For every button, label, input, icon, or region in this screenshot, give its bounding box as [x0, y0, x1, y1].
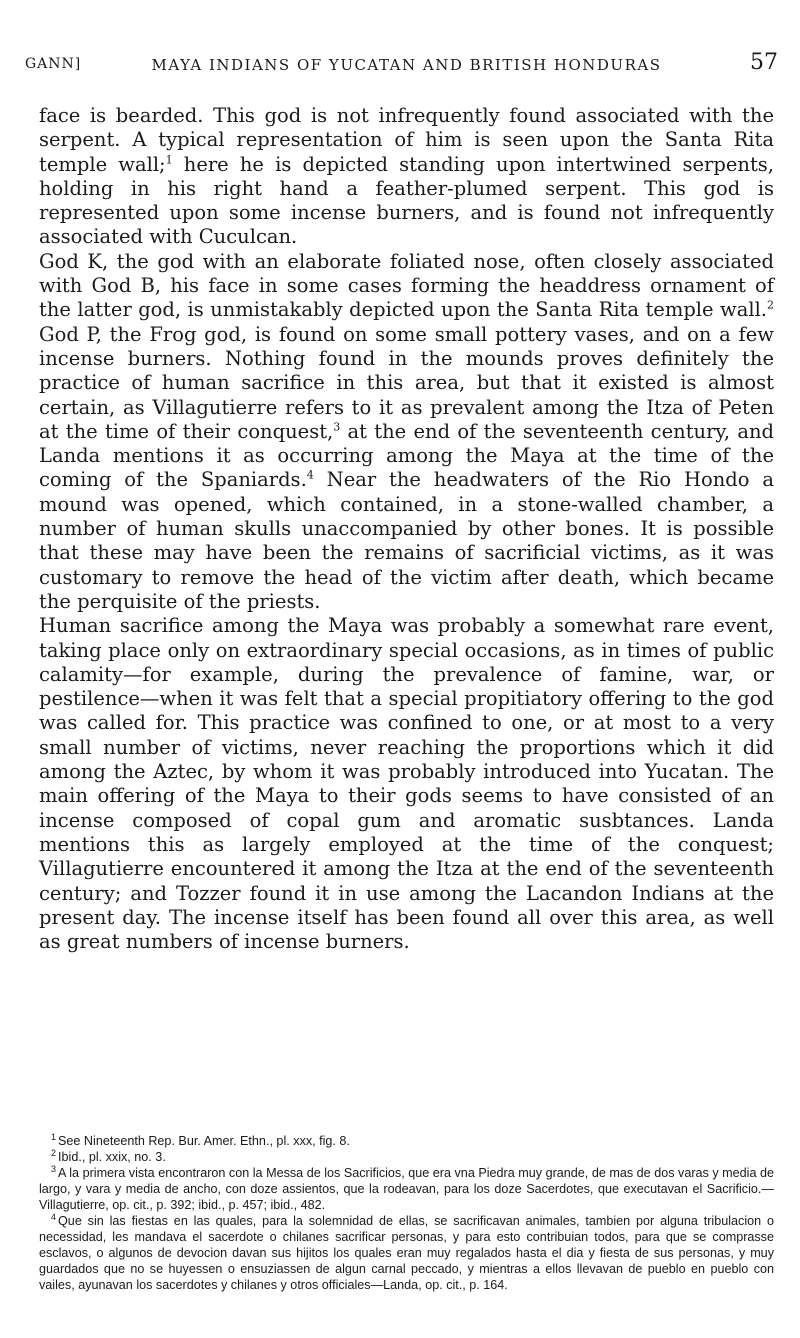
paragraph-text: face is bearded. This god is not infrequently found associated with the serpent. A typical representation of him is seen upon the Santa Rita temple wall; [39, 104, 774, 176]
footnote [39, 1213, 774, 1293]
paragraph [39, 104, 774, 250]
paragraph [39, 614, 774, 954]
footnote-ref: 3 [333, 420, 341, 434]
running-header [25, 50, 778, 80]
body-text [39, 104, 774, 954]
paragraph-text: Near the headwaters of the Rio Hondo a mound was opened, which contained, in a stone-walled chamber, a number of human skulls unaccompanied by other bones. It is possible that these may have been the remains of sacrificial victims, as it was customary to remove the head of the victim after death, which became the perquisite of the priests. [39, 468, 774, 613]
paragraph [39, 250, 774, 614]
footnote [39, 1165, 774, 1213]
footnotes [39, 1133, 774, 1293]
page-number: 57 [750, 50, 778, 75]
footnote [39, 1149, 774, 1165]
footnote-text: Ibid., pl. xxix, no. 3. [58, 1150, 166, 1164]
paragraph-text: here he is depicted standing upon intertwined serpents, holding in his right hand a feather-plumed serpent. This god is represented upon some incense burners, and is found not infrequently associated with Cuculcan. [39, 152, 774, 249]
footnote-ref: 2 [767, 298, 774, 312]
footnote-number: 1 [51, 1131, 57, 1142]
footnote-text: A la primera vista encontraron con la Messa de los Sacrificios, que era vna Piedra muy grande, de mas de dos varas y media de largo, y vara y media de ancho, con doze assientos, que la rodeavan, para los doze Sacerdotes, que executavan el Sacrificio.—Villagutierre, op. cit., p. 392; ibid., p. 457; ibid., 482. [39, 1166, 774, 1212]
footnote-text: Que sin las fiestas en las quales, para la solemnidad de ellas, se sacrificavan animales, tambien por alguna tribulacion o necessidad, les mandava el sacerdote o chilanes sacrificar personas, y para esto contribuian todos, para que se comprasse esclavos, o algunos de devocion davan sus hijitos los quales eran muy regalados hasta el dia y fiesta de sus personas, y muy guardados que no se huyessen o ensuziassen de algun carnal peccado, y mientras a ellos llevavan de pueblo en pueblo con vailes, ayunavan los sacerdotes y chilanes y otros officiales—Landa, op. cit., p. 164. [39, 1214, 774, 1292]
header-title: MAYA INDIANS OF YUCATAN AND BRITISH HONDURAS [151, 56, 662, 74]
footnote-ref: 4 [306, 468, 314, 482]
paragraph-text: at the end of the seventeenth century, and Landa mentions it as occurring among the Maya at the time of the coming of the Spaniards. [39, 419, 774, 492]
footnote-number: 2 [51, 1147, 57, 1158]
footnote-text: See Nineteenth Rep. Bur. Amer. Ethn., pl. xxx, fig. 8. [58, 1134, 350, 1148]
paragraph-text: Human sacrifice among the Maya was probably a somewhat rare event, taking place only on extraordinary special occasions, as in times of public calamity—for example, during the prevalence of famine, war, or pestilence—when it was felt that a special propitiatory offering to the god was called for. This practice was confined to one, or at most to a very small number of victims, never reaching the proportions which it did among the Aztec, by whom it was probably introduced into Yucatan. The main offering of the Maya to their gods seems to have consisted of an incense composed of copal gum and aromatic susbtances. Landa mentions this as largely employed at the time of the conquest; Villagutierre encountered it among the Itza at the end of the seventeenth century; and Tozzer found it in use among the Lacandon Indians at the present day. The incense itself has been found all over this area, as well as great numbers of incense burners. [39, 614, 774, 954]
paragraph-text: God P, the Frog god, is found on some small pottery vases, and on a few incense burners. Nothing found in the mounds proves definitely the practice of human sacrifice in this area, but that it existed is almost certain, as Villagutierre refers to it as prevalent among the Itza of Peten at the time of their conquest, [39, 322, 774, 443]
paragraph-text: God K, the god with an elaborate foliated nose, often closely associated with God B, his face in some cases forming the headdress ornament of the latter god, is unmistakably depicted upon the Santa Rita temple wall. [39, 249, 774, 322]
footnote-number: 4 [51, 1211, 57, 1222]
footnote-ref: 1 [165, 153, 173, 167]
footnote [39, 1133, 774, 1149]
header-author: GANN] [25, 56, 82, 72]
footnote-number: 3 [51, 1163, 57, 1174]
